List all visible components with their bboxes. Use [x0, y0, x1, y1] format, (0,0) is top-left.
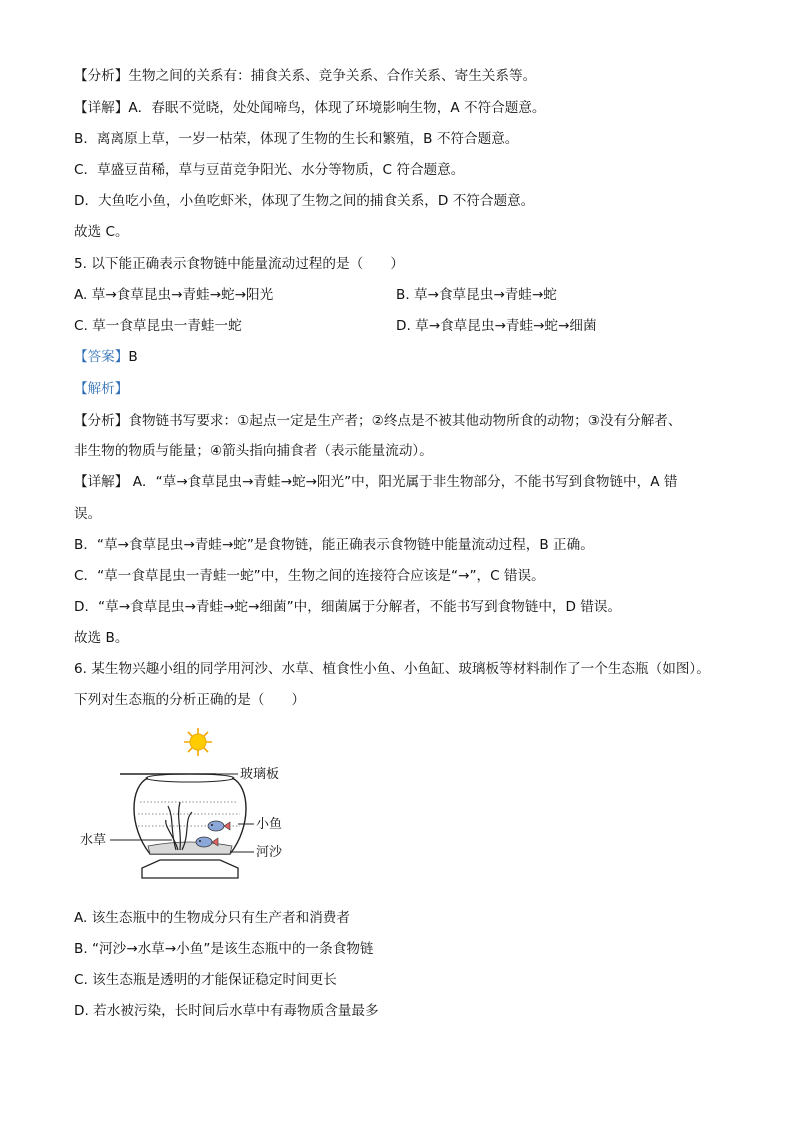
label-glass-plate: 玻璃板	[240, 767, 280, 782]
detail-tag: 【详解】	[74, 474, 129, 490]
detail-a-text: A．“草→食草昆虫→青蛙→蛇→阳光”中，阳光属于非生物部分，不能书写到食物链中，A 错	[128, 474, 678, 490]
q5-detail-d: D．“草→食草昆虫→青蛙→蛇→细菌”中，细菌属于分解者，不能书写到食物链中，D 错误。	[74, 599, 622, 615]
analysis-tag: 【分析】	[74, 413, 129, 429]
q6-option-d: D. 若水被污染，长时间后水草中有毒物质含量最多	[74, 1003, 379, 1019]
q5-stem: 5. 以下能正确表示食物链中能量流动过程的是（ ）	[74, 256, 404, 272]
q4-conclusion: 故选 C。	[74, 224, 129, 240]
q5-option-c: C. 草一食草昆虫一青蛙一蛇	[74, 318, 242, 334]
q4-detail-b: B．离离原上草，一岁一枯荣，体现了生物的生长和繁殖，B 不符合题意。	[74, 131, 519, 147]
detail-a-text: A．春眠不觉晓，处处闻啼鸟，体现了环境影响生物，A 不符合题意。	[128, 100, 546, 116]
label-water-weed: 水草	[80, 833, 107, 848]
q5-explain-tag: 【解析】	[74, 381, 129, 397]
q4-detail-a-line	[74, 98, 546, 118]
q5-conclusion: 故选 B。	[74, 630, 129, 646]
q5-option-d: D. 草→食草昆虫→青蛙→蛇→细菌	[396, 318, 597, 334]
eco-bottle-figure	[80, 726, 320, 886]
q5-answer-line	[74, 347, 138, 367]
q6-stem-line2: 下列对生态瓶的分析正确的是（ ）	[74, 692, 306, 708]
q5-analysis-line2: 非生物的物质与能量；④箭头指向捕食者（表示能量流动）。	[74, 443, 433, 459]
q5-detail-a-line1	[74, 472, 677, 492]
q5-option-a: A. 草→食草昆虫→青蛙→蛇→阳光	[74, 287, 274, 303]
answer-value: B	[128, 349, 138, 365]
detail-tag: 【详解】	[74, 100, 129, 116]
q4-detail-d: D．大鱼吃小鱼，小鱼吃虾米，体现了生物之间的捕食关系，D 不符合题意。	[74, 193, 535, 209]
q6-option-c: C. 该生态瓶是透明的才能保证稳定时间更长	[74, 972, 337, 988]
fish-icon	[208, 821, 230, 831]
river-sand	[148, 842, 232, 854]
label-fish: 小鱼	[256, 817, 283, 832]
answer-tag: 【答案】	[74, 349, 129, 365]
analysis-tag: 【分析】	[74, 68, 129, 84]
sun-icon	[184, 728, 212, 756]
analysis-text: 生物之间的关系有：捕食关系、竞争关系、合作关系、寄生关系等。	[128, 68, 537, 84]
analysis-text: 食物链书写要求：①起点一定是生产者；②终点是不被其他动物所食的动物；③没有分解者、	[128, 413, 682, 429]
q5-analysis-line1	[74, 411, 682, 431]
q6-option-a: A. 该生态瓶中的生物成分只有生产者和消费者	[74, 910, 350, 926]
q4-detail-c: C．草盛豆苗稀，草与豆苗竞争阳光、水分等物质，C 符合题意。	[74, 162, 465, 178]
q5-option-b: B. 草→食草昆虫→青蛙→蛇	[396, 287, 557, 303]
q4-analysis-line	[74, 66, 536, 86]
q6-stem-line1: 6. 某生物兴趣小组的同学用河沙、水草、植食性小鱼、小鱼缸、玻璃板等材料制作了一个生态瓶（如图）。	[74, 661, 710, 677]
label-river-sand: 河沙	[256, 845, 283, 860]
q5-detail-a-line2: 误。	[74, 506, 102, 522]
q6-option-b: B. “河沙→水草→小鱼”是该生态瓶中的一条食物链	[74, 941, 374, 957]
q5-detail-c: C．“草一食草昆虫一青蛙一蛇”中，生物之间的连接符合应该是“→”，C 错误。	[74, 568, 545, 584]
bowl-stand	[142, 860, 238, 878]
q5-detail-b: B．“草→食草昆虫→青蛙→蛇”是食物链，能正确表示食物链中能量流动过程，B 正确。	[74, 537, 594, 553]
